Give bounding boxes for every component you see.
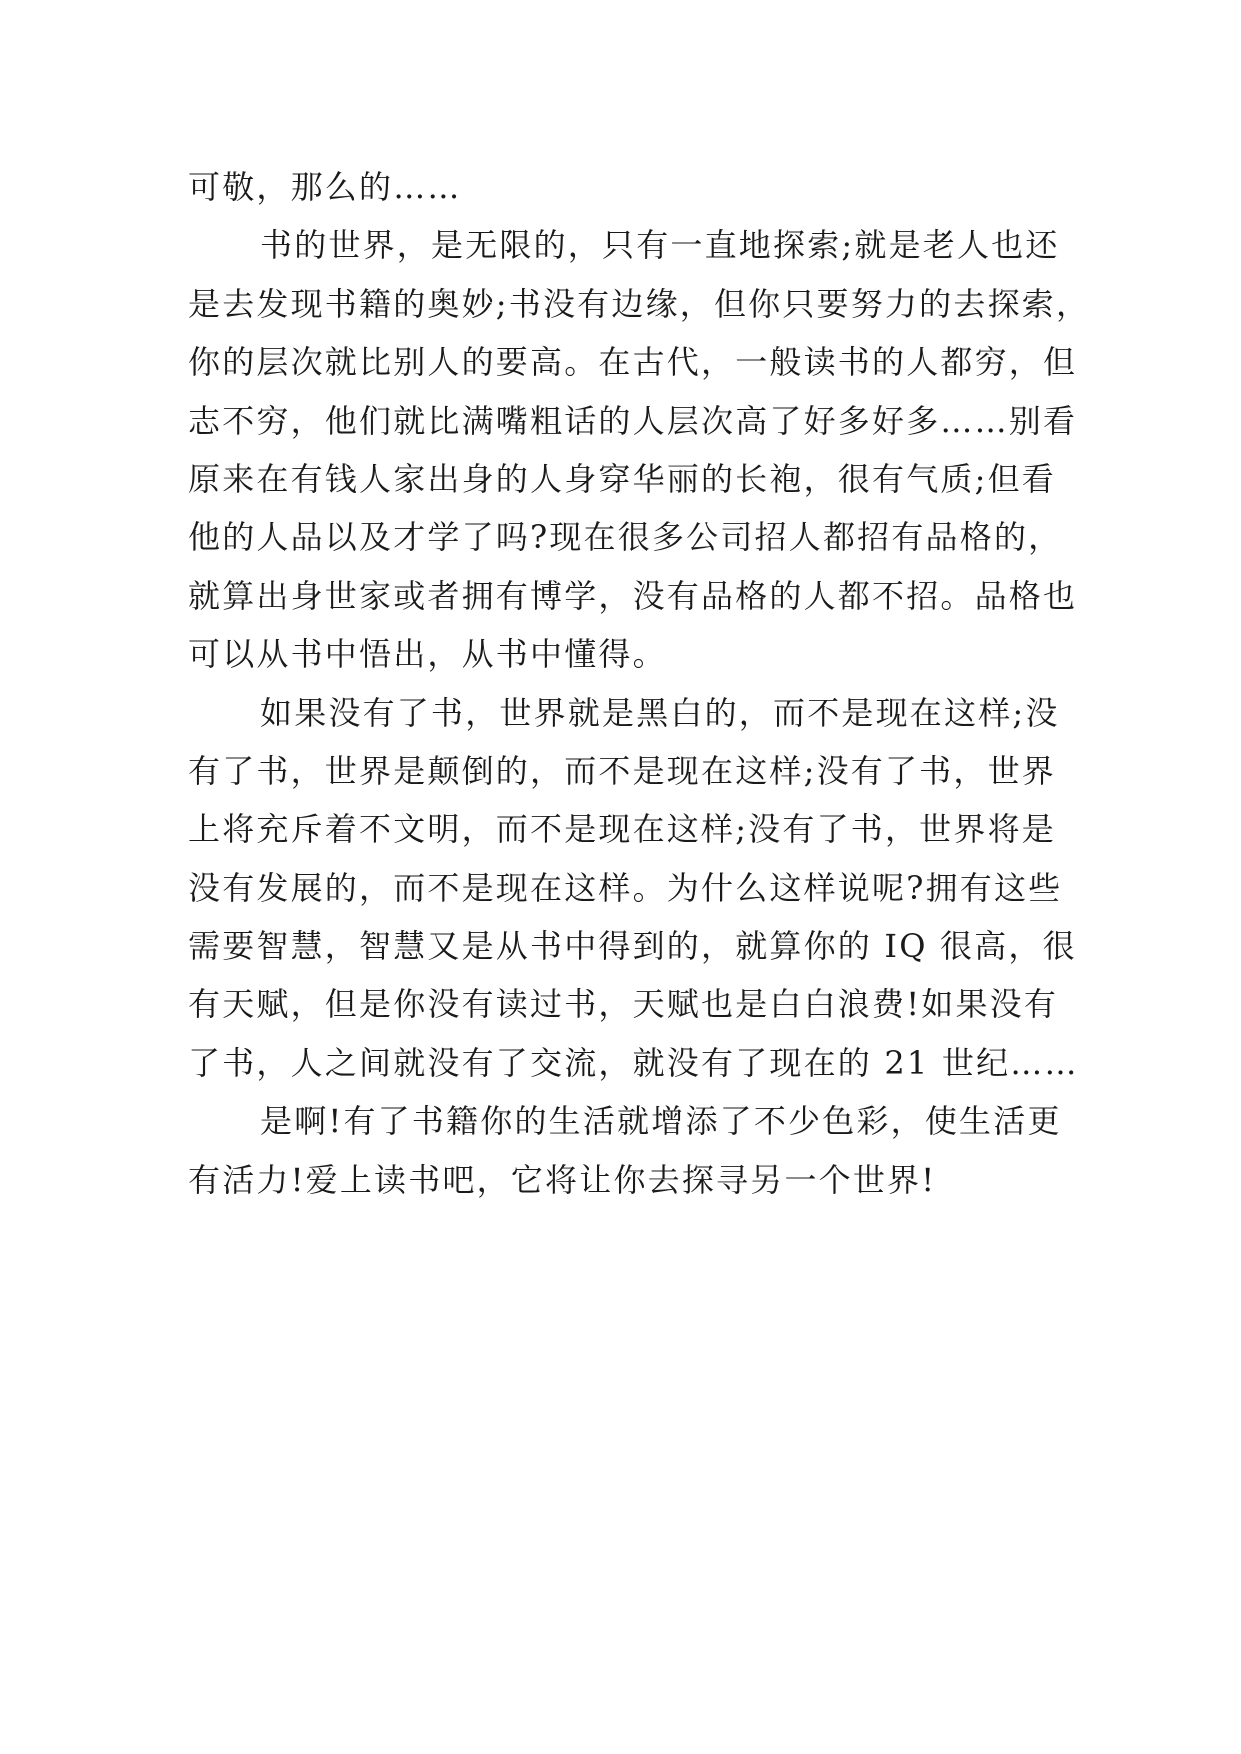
text-line: 上将充斥着不文明，而不是现在这样;没有了书，世界将是 [188,810,1056,849]
text-line: 就算出身世家或者拥有博学，没有品格的人都不招。品格也 [188,576,1078,615]
text-line: 是啊!有了书籍你的生活就增添了不少色彩，使生活更 [260,1102,1062,1141]
text-line: 有活力!爱上读书吧，它将让你去探寻另一个世界! [188,1160,937,1199]
text-line: 可敬，那么的…… [188,168,462,206]
text-line: 了书，人之间就没有了交流，就没有了现在的 21 世纪…… [188,1043,1079,1082]
paragraph-2 [188,216,1091,683]
paragraph-4 [188,1092,1068,1209]
text-line: 如果没有了书，世界就是黑白的，而不是现在这样;没 [260,693,1060,732]
text-line: 你的层次就比别人的要高。在古代，一般读书的人都穷，但 [188,343,1078,382]
paragraph-3 [188,684,1079,1093]
text-line: 需要智慧，智慧又是从书中得到的，就算你的 IQ 很高，很 [188,927,1077,966]
text-line: 书的世界，是无限的，只有一直地探索;就是老人也还 [260,226,1060,265]
paragraph-1 [188,158,1068,216]
text-line: 可以从书中悟出，从书中懂得。 [188,635,667,674]
text-line: 有天赋，但是你没有读过书，天赋也是白白浪费!如果没有 [188,985,1059,1024]
document-body [188,158,1091,1209]
text-line: 他的人品以及才学了吗?现在很多公司招人都招有品格的， [188,518,1063,557]
text-line: 没有发展的，而不是现在这样。为什么这样说呢?拥有这些 [188,868,1063,907]
text-line: 有了书，世界是颠倒的，而不是现在这样;没有了书，世界 [188,751,1056,790]
text-line: 志不穷，他们就比满嘴粗话的人层次高了好多好多……别看 [188,401,1078,440]
text-line: 原来在有钱人家出身的人身穿华丽的长袍，很有气质;但看 [188,459,1056,498]
text-line: 是去发现书籍的奥妙;书没有边缘，但你只要努力的去探索， [188,284,1091,323]
